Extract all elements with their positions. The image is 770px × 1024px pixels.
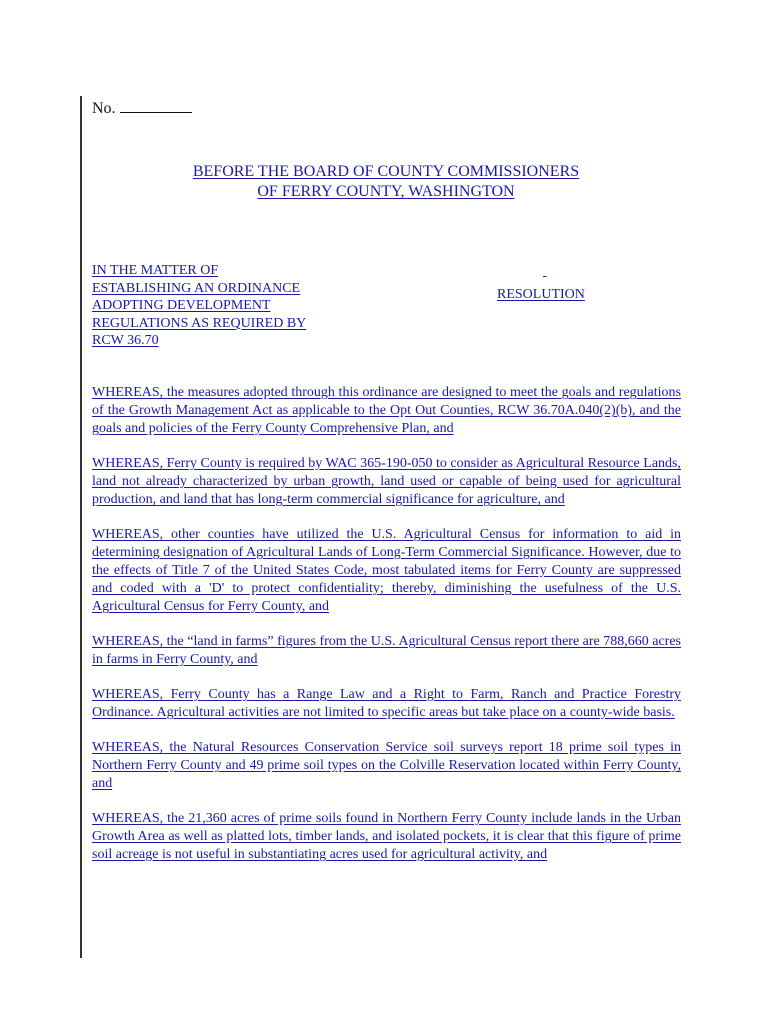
matter-caption bbox=[92, 262, 352, 350]
matter-caption-line: RCW 36.70 bbox=[92, 333, 159, 348]
document-number bbox=[92, 99, 192, 118]
document-number-blank bbox=[120, 99, 192, 113]
whereas-paragraph: WHEREAS, the 21,360 acres of prime soils found in Northern Ferry County include lands in the Urban Growth Area as well as platted lots, timber lands, and isolated pockets, it is clear that this figure of prime soil acreage is not useful in substantiating acres used for agricultural activity, and bbox=[92, 811, 681, 862]
left-margin-rule bbox=[80, 96, 82, 958]
matter-caption-line: REGULATIONS AS REQUIRED BY bbox=[92, 315, 307, 331]
whereas-paragraph: WHEREAS, Ferry County has a Range Law and a Right to Farm, Ranch and Practice Forestry Ordinance. Agricultural activities are not limited to specific areas but take place on a county-wide basis. bbox=[92, 687, 681, 720]
document-heading bbox=[90, 162, 682, 202]
heading-line-2: OF FERRY COUNTY, WASHINGTON bbox=[257, 183, 515, 200]
caption-mark bbox=[543, 262, 547, 279]
matter-caption-line: IN THE MATTER OF bbox=[92, 263, 219, 278]
matter-caption-line: ADOPTING DEVELOPMENT bbox=[92, 298, 271, 313]
whereas-section bbox=[92, 384, 681, 881]
whereas-paragraph: WHEREAS, the Natural Resources Conservation Service soil surveys report 18 prime soil types in Northern Ferry County and 49 prime soil types on the Colville Reservation located within Ferry County, and bbox=[92, 740, 681, 791]
whereas-paragraph: WHEREAS, Ferry County is required by WAC 365-190-050 to consider as Agricultural Resource Lands, land not already characterized by urban growth, land used or capable of being used for agricultural production, and land that has long-term commercial significance for agriculture, and bbox=[92, 456, 681, 507]
matter-caption-line: ESTABLISHING AN ORDINANCE bbox=[92, 280, 301, 296]
resolution-label: RESOLUTION bbox=[497, 287, 585, 302]
heading-line-1: BEFORE THE BOARD OF COUNTY COMMISSIONERS bbox=[192, 163, 580, 180]
whereas-paragraph: WHEREAS, other counties have utilized the U.S. Agricultural Census for information to aid in determining designation of Agricultural Lands of Long-Term Commercial Significance. However, due to the effects of Title 7 of the United States Code, most tabulated items for Ferry County are suppressed and coded with a 'D' to protect confidentiality; thereby, diminishing the usefulness of the U.S. Agricultural Census for Ferry County, and bbox=[92, 527, 681, 614]
whereas-paragraph: WHEREAS, the measures adopted through this ordinance are designed to meet the goals and regulations of the Growth Management Act as applicable to the Opt Out Counties, RCW 36.70A.040(2)(b), and the goals and policies of the Ferry County Comprehensive Plan, and bbox=[92, 385, 681, 436]
document-number-label: No. bbox=[92, 100, 116, 117]
whereas-paragraph: WHEREAS, the “land in farms” figures from the U.S. Agricultural Census report there are 788,660 acres in farms in Ferry County, and bbox=[92, 634, 681, 667]
